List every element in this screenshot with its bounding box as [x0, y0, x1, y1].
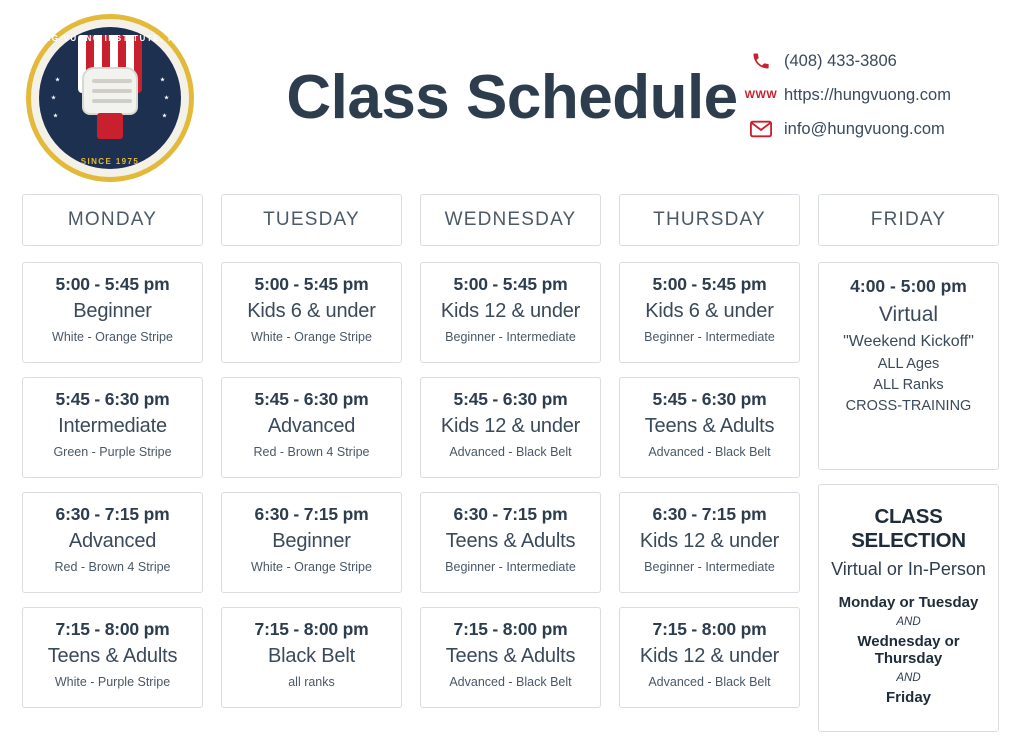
- virtual-class-card[interactable]: [818, 262, 999, 470]
- class-selection-pair-2: Wednesday or Thursday: [857, 633, 960, 667]
- slot-class-name: Teens & Adults: [47, 645, 178, 667]
- slot-class-name: Virtual: [878, 303, 939, 326]
- slot-time: 6:30 - 7:15 pm: [453, 504, 568, 524]
- slot-rank-range: Beginner - Intermediate: [644, 330, 775, 344]
- class-slot[interactable]: [420, 492, 601, 593]
- slot-class-name: Kids 12 & under: [440, 300, 581, 322]
- day-column-tuesday: [221, 194, 402, 746]
- slot-class-name: Teens & Adults: [445, 530, 576, 552]
- day-header-wednesday: WEDNESDAY: [420, 194, 601, 246]
- class-slot[interactable]: [420, 607, 601, 708]
- logo-top-text: HUNG VUONG INSTITUTE, INC.: [29, 34, 191, 43]
- slot-class-name: Kids 12 & under: [440, 415, 581, 437]
- class-selection-and-1: AND: [896, 616, 921, 628]
- virtual-ranks: ALL Ranks: [873, 377, 944, 393]
- logo-bottom-text: SINCE 1975: [80, 157, 140, 166]
- class-selection-title: CLASS SELECTION: [851, 505, 966, 552]
- slot-time: 5:45 - 6:30 pm: [55, 389, 170, 409]
- slot-rank-range: Red - Brown 4 Stripe: [253, 445, 370, 459]
- slot-time: 7:15 - 8:00 pm: [55, 619, 170, 639]
- slot-rank-range: White - Orange Stripe: [251, 560, 372, 574]
- slot-class-name: Kids 12 & under: [639, 645, 780, 667]
- slot-time: 5:45 - 6:30 pm: [652, 389, 767, 409]
- slot-time: 6:30 - 7:15 pm: [652, 504, 767, 524]
- contact-website-text: https://hungvuong.com: [784, 85, 951, 104]
- class-slot[interactable]: [221, 607, 402, 708]
- class-selection-pair-3: Friday: [885, 689, 931, 706]
- day-header-thursday: THURSDAY: [619, 194, 800, 246]
- class-selection-card: [818, 484, 999, 732]
- contact-email-text: info@hungvuong.com: [784, 119, 945, 138]
- virtual-subtitle: "Weekend Kickoff": [843, 333, 974, 350]
- slot-class-name: Intermediate: [58, 415, 167, 437]
- slot-time: 5:00 - 5:45 pm: [55, 274, 170, 294]
- class-selection-subtitle: Virtual or In-Person: [831, 559, 986, 579]
- slot-time: 7:15 - 8:00 pm: [453, 619, 568, 639]
- slot-rank-range: Advanced - Black Belt: [449, 675, 572, 689]
- slot-rank-range: Advanced - Black Belt: [449, 445, 572, 459]
- day-header-tuesday: TUESDAY: [221, 194, 402, 246]
- slot-rank-range: Beginner - Intermediate: [445, 560, 576, 574]
- day-column-friday: [818, 194, 999, 746]
- class-slot[interactable]: [619, 377, 800, 478]
- class-slot[interactable]: [619, 607, 800, 708]
- slot-rank-range: all ranks: [288, 675, 335, 689]
- class-slot[interactable]: [221, 377, 402, 478]
- class-slot[interactable]: [22, 492, 203, 593]
- slot-time: 5:45 - 6:30 pm: [254, 389, 369, 409]
- slot-time: 4:00 - 5:00 pm: [850, 276, 967, 296]
- slot-class-name: Teens & Adults: [644, 415, 775, 437]
- slot-rank-range: Red - Brown 4 Stripe: [54, 560, 171, 574]
- class-slot[interactable]: [420, 377, 601, 478]
- phone-icon: [746, 51, 776, 71]
- day-header-monday: MONDAY: [22, 194, 203, 246]
- slot-class-name: Kids 6 & under: [247, 300, 376, 322]
- slot-class-name: Teens & Adults: [445, 645, 576, 667]
- class-slot[interactable]: [420, 262, 601, 363]
- slot-time: 5:45 - 6:30 pm: [453, 389, 568, 409]
- slot-time: 5:00 - 5:45 pm: [453, 274, 568, 294]
- slot-time: 7:15 - 8:00 pm: [254, 619, 369, 639]
- email-icon: [746, 120, 776, 138]
- slot-class-name: Beginner: [73, 300, 152, 322]
- slot-time: 5:00 - 5:45 pm: [254, 274, 369, 294]
- day-column-wednesday: [420, 194, 601, 746]
- slot-time: 5:00 - 5:45 pm: [652, 274, 767, 294]
- slot-class-name: Kids 12 & under: [639, 530, 780, 552]
- slot-rank-range: White - Purple Stripe: [54, 675, 171, 689]
- class-slot[interactable]: [619, 492, 800, 593]
- slot-rank-range: Beginner - Intermediate: [644, 560, 775, 574]
- slot-rank-range: Green - Purple Stripe: [53, 445, 172, 459]
- contact-phone[interactable]: [746, 44, 996, 78]
- class-slot[interactable]: [22, 262, 203, 363]
- slot-class-name: Kids 6 & under: [645, 300, 774, 322]
- virtual-ages: ALL Ages: [877, 356, 940, 372]
- schedule-grid: [22, 194, 1002, 746]
- slot-time: 6:30 - 7:15 pm: [254, 504, 369, 524]
- slot-rank-range: White - Orange Stripe: [52, 330, 173, 344]
- class-slot[interactable]: [619, 262, 800, 363]
- slot-rank-range: Advanced - Black Belt: [648, 445, 771, 459]
- header: [0, 0, 1024, 192]
- slot-rank-range: White - Orange Stripe: [251, 330, 372, 344]
- slot-rank-range: Beginner - Intermediate: [445, 330, 576, 344]
- contact-email[interactable]: [746, 112, 996, 146]
- slot-class-name: Beginner: [272, 530, 351, 552]
- slot-class-name: Black Belt: [268, 645, 355, 667]
- class-slot[interactable]: [221, 492, 402, 593]
- slot-class-name: Advanced: [267, 415, 356, 437]
- page-title: Class Schedule: [286, 63, 738, 132]
- class-selection-and-2: AND: [896, 672, 921, 684]
- day-column-thursday: [619, 194, 800, 746]
- contact-website[interactable]: [746, 78, 996, 112]
- virtual-training: CROSS-TRAINING: [845, 398, 972, 414]
- slot-class-name: Advanced: [68, 530, 157, 552]
- class-slot[interactable]: [22, 607, 203, 708]
- class-selection-pair-1: Monday or Tuesday: [838, 594, 979, 611]
- day-header-friday: FRIDAY: [818, 194, 999, 246]
- class-slot[interactable]: [22, 377, 203, 478]
- contact-block: [746, 44, 996, 146]
- slot-rank-range: Advanced - Black Belt: [648, 675, 771, 689]
- slot-time: 6:30 - 7:15 pm: [55, 504, 170, 524]
- day-column-monday: [22, 194, 203, 746]
- slot-time: 7:15 - 8:00 pm: [652, 619, 767, 639]
- contact-phone-text: (408) 433-3806: [784, 51, 897, 70]
- www-icon: WWW: [744, 89, 778, 101]
- class-slot[interactable]: [221, 262, 402, 363]
